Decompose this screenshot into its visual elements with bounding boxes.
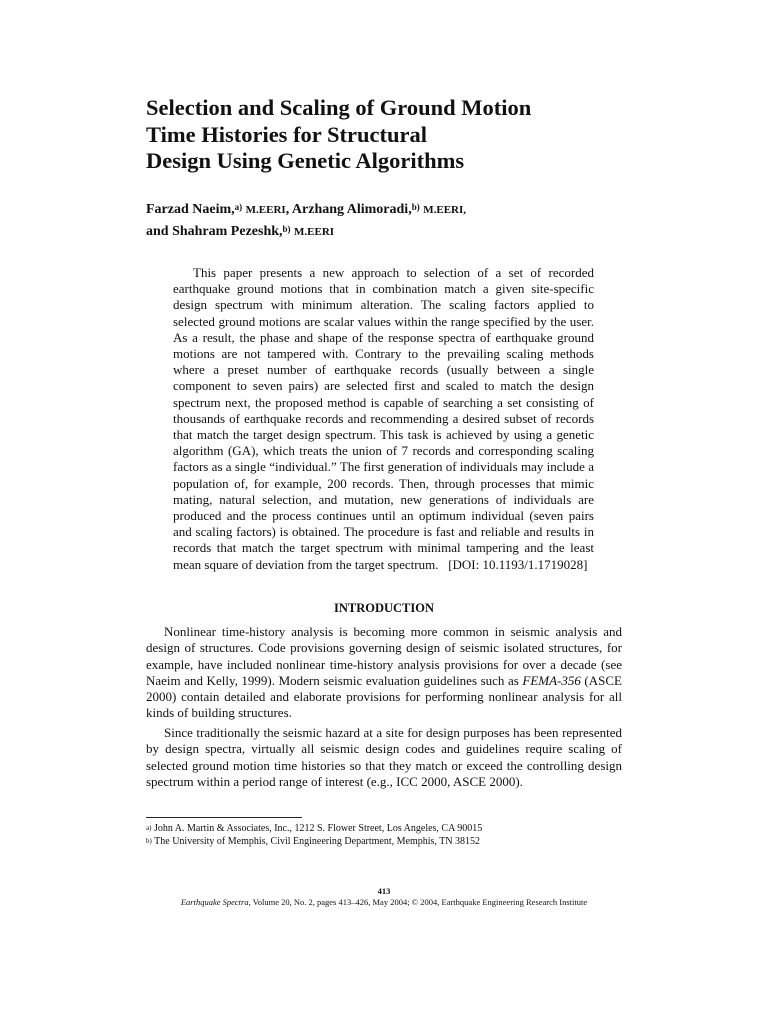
affiliation-marker: b) [282, 224, 291, 234]
footnote-text: The University of Memphis, Civil Engineering Department, Memphis, TN 38152 [151, 836, 481, 847]
title-line: Selection and Scaling of Ground Motion [146, 95, 532, 120]
author-line [146, 199, 666, 221]
footnote-divider [146, 817, 302, 818]
body-paragraph [146, 624, 622, 722]
title-line: Time Histories for Structural [146, 121, 427, 147]
doi: [DOI: 10.1193/1.1719028] [448, 556, 588, 572]
paper-title [146, 95, 666, 175]
title-line: Design Using Genetic Algorithms [146, 148, 465, 173]
membership: M.EERI [245, 204, 286, 216]
paragraph-text: (ASCE 2000) contain detailed and elaborate provisions for performing nonlinear analysis for all kinds of building structures. [146, 672, 622, 721]
footnote [146, 822, 622, 835]
emphasis-text: FEMA-356 [522, 672, 581, 688]
footnote-marker: b) [146, 837, 152, 845]
page-number: 413 [377, 886, 391, 896]
footnotes [146, 822, 622, 848]
author-name: and Shahram Pezeshk, [146, 224, 283, 239]
abstract-text: This paper presents a new approach to selection of a set of recorded earthquake ground motions that in combination match a given site-specific design spectrum with minimum alteration. The scaling factors applied to selected ground motions are scalar values within the range specified by the user. As a result, the phase and shape of the response spectra of earthquake ground motions are not tampered with. Contrary to the prevailing scaling methods where a preset number of earthquake records (usually between a single component to seven pairs) are selected first and scaled to match the design spectrum next, the proposed method is capable of searching a set consisting of thousands of earthquake records and recommending a desired subset of records that match the target design spectrum. This task is achieved by using a genetic algorithm (GA), which treats the union of 7 records and corresponding scaling factors as a single “individual.” The first generation of individuals may include a population of, for example, 200 records. Then, through processes that mimic mating, natural selection, and mutation, new generations of individuals are produced and the process continues until an optimum individual (seven pairs and scaling factors) is obtained. The procedure is fast and reliable and results in records that match the target spectrum with minimal tampering and the least mean square of deviation from the target spectrum. [173, 265, 594, 572]
author-name: , Arzhang Alimoradi, [285, 202, 412, 217]
footnote [146, 835, 622, 848]
journal-citation [100, 897, 668, 908]
footnote-marker: a) [146, 824, 152, 832]
journal-details: , Volume 20, No. 2, pages 413–426, May 2004; © 2004, Earthquake Engineering Research Institute [248, 897, 588, 907]
affiliation-marker: b) [411, 202, 420, 212]
author-line [146, 221, 666, 243]
footnote-text: John A. Martin & Associates, Inc., 1212 S. Flower Street, Los Angeles, CA 90015 [151, 823, 483, 834]
author-name: Farzad Naeim, [146, 202, 235, 217]
affiliation-marker: a) [234, 202, 243, 212]
section-heading-introduction: INTRODUCTION [333, 601, 434, 615]
membership: M.EERI [294, 226, 335, 238]
author-list [146, 199, 666, 243]
membership: M.EERI, [423, 204, 466, 216]
body-paragraph: Since traditionally the seismic hazard at a site for design purposes has been represented by design spectra, virtually all seismic design codes and guidelines require scaling of selected ground motion time histories so that they match or exceed the controlling design spectrum within a period range of interest (e.g., ICC 2000, ASCE 2000). [146, 725, 622, 789]
journal-name: Earthquake Spectra [180, 897, 249, 907]
paragraph-text: Nonlinear time-history analysis is becoming more common in seismic analysis and design of structures. Code provisions governing design of seismic isolated structures, for example, have included nonlinear time-history analysis provisions for over a decade (see Naeim and Kelly, 1999). Modern seismic evaluation guidelines such as [146, 624, 622, 688]
abstract [173, 265, 594, 573]
